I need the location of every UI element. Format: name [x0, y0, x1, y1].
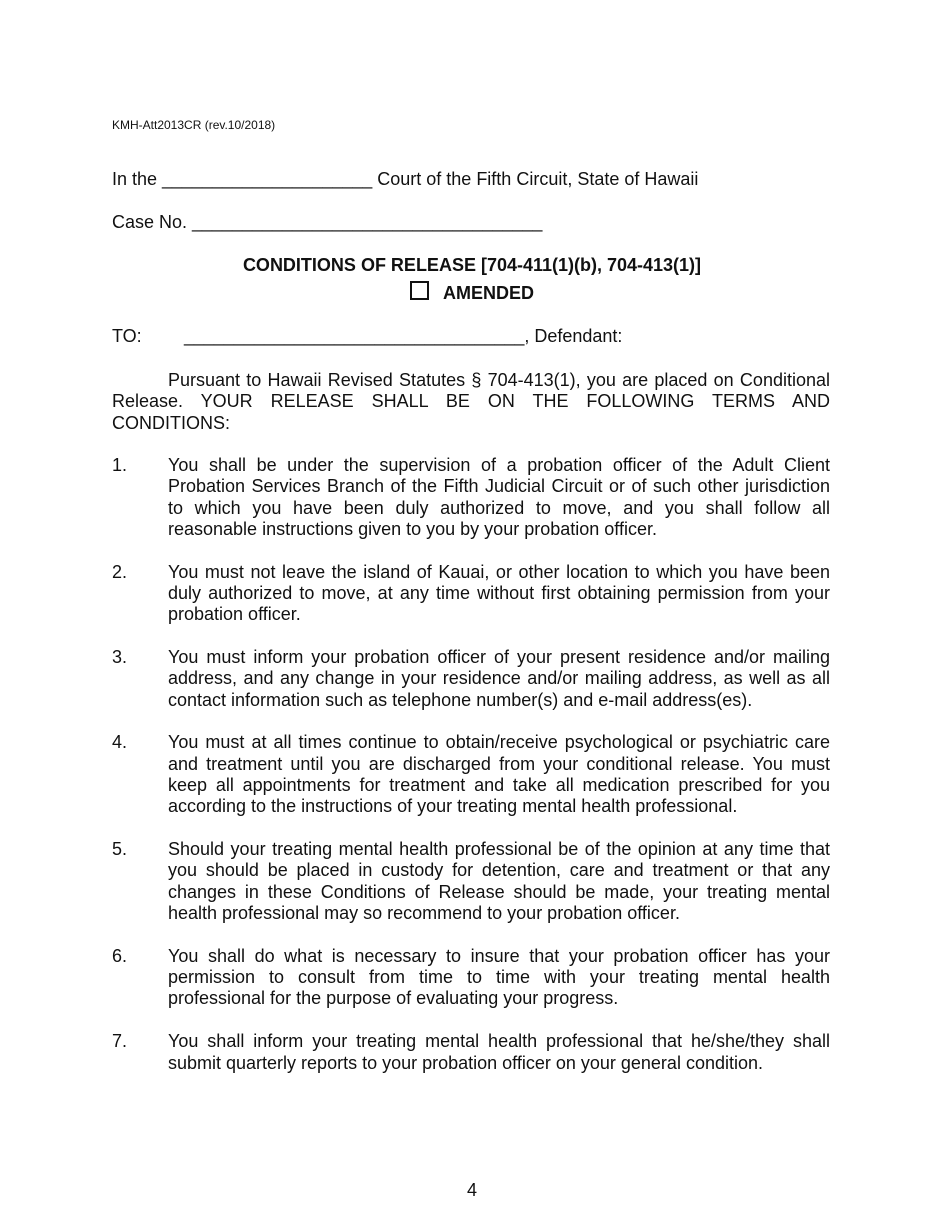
intro-paragraph: Pursuant to Hawaii Revised Statutes § 704-413(1), you are placed on Conditional Release. YOUR RELEASE SHALL BE ON THE FOLLOWING TERMS AND CONDITIONS:	[112, 370, 830, 433]
condition-item	[112, 1031, 830, 1074]
condition-text: Should your treating mental health professional be of the opinion at any time that you should be placed in custody for detention, care and treatment or that any changes in these Conditions of Release should be made, your treating mental health professional may so recommend to your probation officer.	[168, 839, 830, 924]
condition-item	[112, 647, 830, 711]
condition-text: You shall be under the supervision of a probation officer of the Adult Client Probation Services Branch of the Fifth Judicial Circuit or of such other jurisdiction to which you have been duly authorized to move, and you shall follow all reasonable instructions given to you by your probation officer.	[168, 455, 830, 539]
amended-row	[0, 281, 944, 304]
page-number: 4	[466, 1180, 477, 1200]
condition-number: 4.	[112, 732, 128, 753]
condition-text: You shall inform your treating mental health professional that he/she/they shall submit quarterly reports to your probation officer on your general condition.	[168, 1031, 830, 1073]
condition-number: 3.	[112, 647, 128, 668]
condition-item	[112, 732, 830, 817]
court-line: In the _____________________ Court of the Fifth Circuit, State of Hawaii	[112, 169, 699, 189]
condition-item	[112, 839, 830, 924]
condition-number: 6.	[112, 945, 128, 966]
addressee-line	[112, 326, 622, 347]
to-label: TO:	[112, 326, 142, 346]
condition-number: 1.	[112, 455, 128, 475]
condition-item	[112, 946, 830, 1010]
defendant-line: __________________________________, Defendant:	[184, 326, 623, 346]
amended-label: AMENDED	[442, 283, 534, 303]
condition-text: You must inform your probation officer of your present residence and/or mailing address, and any change in your residence and/or mailing address, as well as all contact information such as telephone number(s) and e-mail address(es).	[168, 647, 830, 710]
condition-number: 5.	[112, 839, 128, 860]
condition-text: You must at all times continue to obtain/receive psychological or psychiatric care and treatment until you are discharged from your conditional release. You must keep all appointments for treatment and take all medication prescribed for you according to the instructions of your treating mental health professional.	[168, 732, 830, 817]
conditions-list	[112, 455, 830, 1095]
condition-number: 7.	[112, 1031, 128, 1052]
condition-item	[112, 562, 830, 626]
case-number-line: Case No. ___________________________________	[112, 212, 543, 232]
condition-text: You must not leave the island of Kauai, or other location to which you have been duly authorized to move, at any time without first obtaining permission from your probation officer.	[168, 561, 830, 625]
condition-item	[112, 455, 830, 540]
condition-text: You shall do what is necessary to insure that your probation officer has your permission to consult from time to time with your treating mental health professional for the purpose of evaluating your progress.	[168, 945, 830, 1009]
document-title: CONDITIONS OF RELEASE [704-411(1)(b), 704-413(1)]	[242, 255, 702, 275]
condition-number: 2.	[112, 561, 128, 582]
amended-checkbox[interactable]	[410, 281, 429, 300]
form-id: KMH-Att2013CR (rev.10/2018)	[112, 118, 276, 132]
